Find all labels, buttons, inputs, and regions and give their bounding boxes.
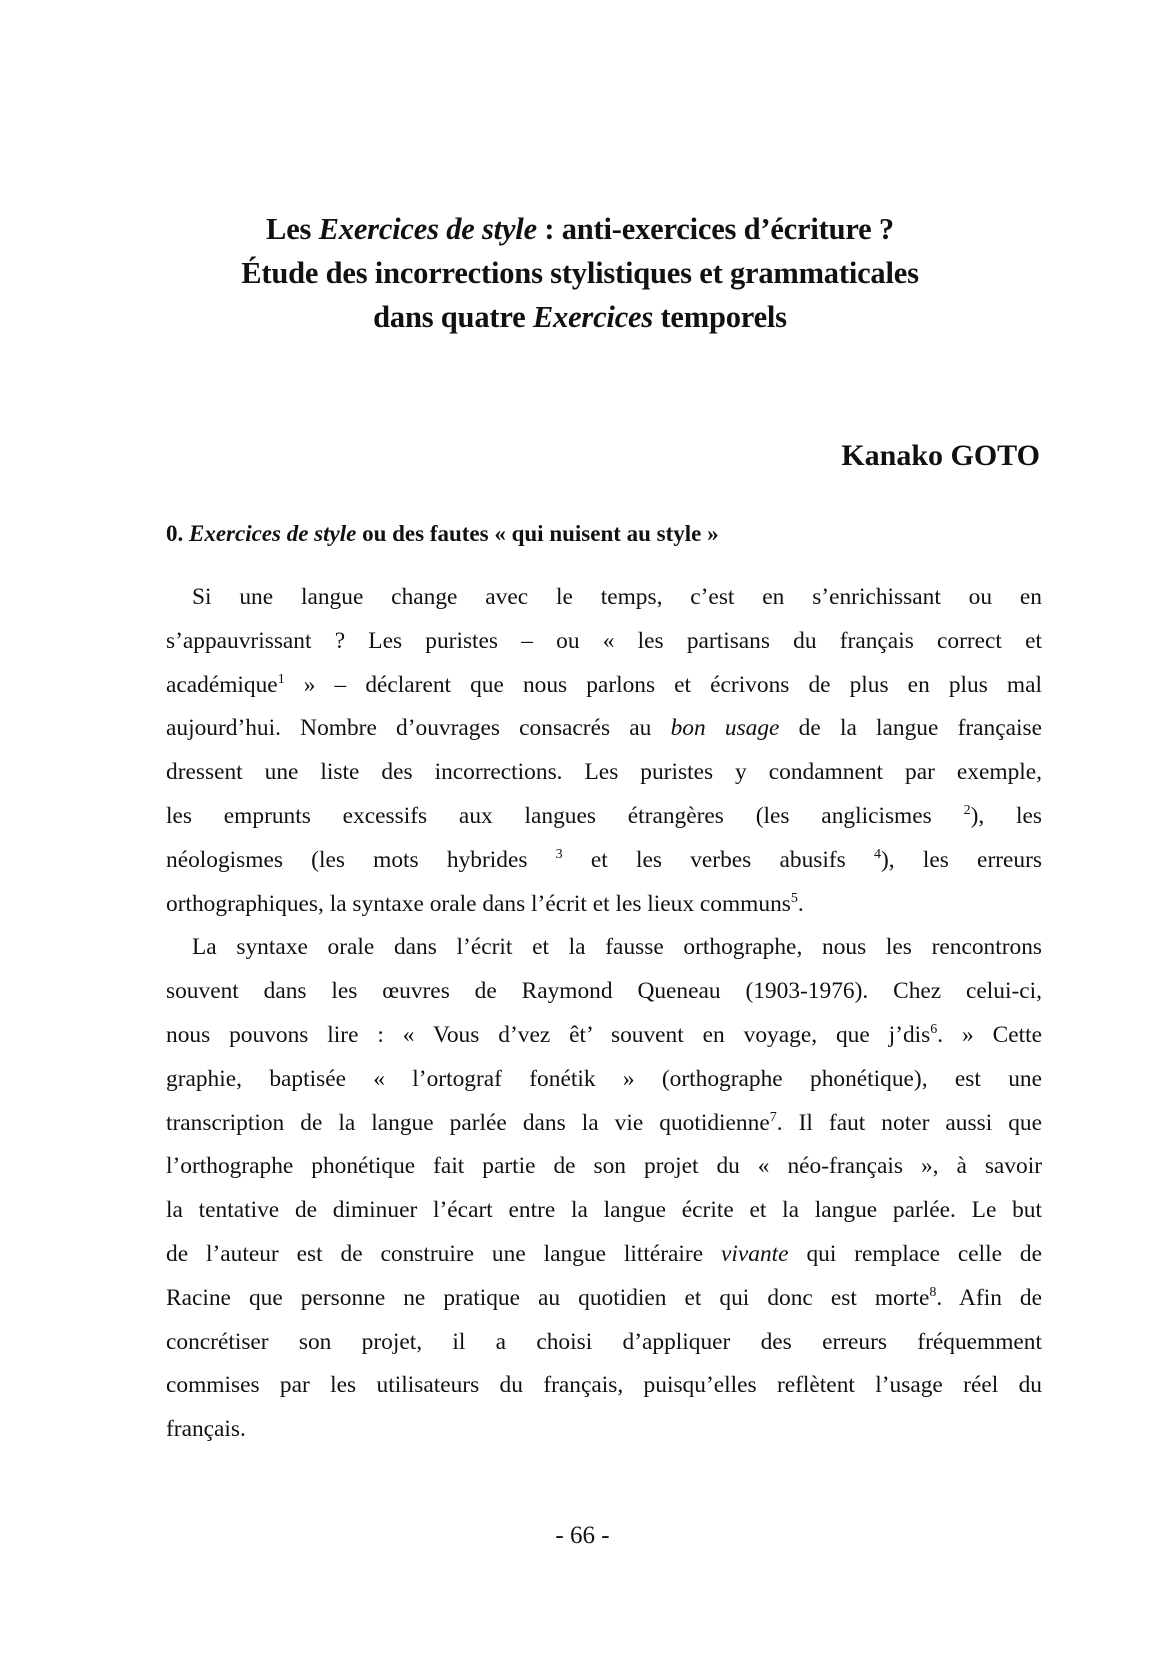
text-run: français. (166, 1416, 246, 1443)
body-text (166, 576, 1042, 1452)
text-run: académique (166, 671, 278, 698)
paragraph (166, 576, 1042, 926)
text-run: ou des fautes « qui nuisent au style » (356, 521, 719, 546)
text-run: ), les (970, 802, 1043, 829)
text-line (166, 1102, 1042, 1146)
text-run: . » Cette (937, 1021, 1042, 1048)
text-line (166, 1408, 1042, 1452)
text-line (166, 1189, 1042, 1233)
text-run: 0. (166, 521, 189, 546)
footnote-reference: 2 (963, 802, 971, 818)
text-line (166, 1321, 1042, 1365)
text-line (166, 795, 1042, 839)
italic-text: bon usage (670, 715, 780, 742)
title-line (150, 207, 1010, 251)
text-line (166, 1277, 1042, 1321)
page-number: - 66 - (555, 1522, 610, 1549)
text-line (166, 1014, 1042, 1058)
text-line (166, 620, 1042, 664)
footnote-reference: 3 (555, 846, 563, 862)
text-run: temporels (653, 300, 787, 334)
article-title (150, 207, 1010, 339)
text-run: de l’auteur est de construire une langue littéraire (166, 1240, 721, 1267)
text-run: . (797, 890, 804, 917)
text-run: dressent une liste des incorrections. Les puristes y condamnent par exemple, (166, 759, 1042, 786)
title-line (150, 295, 1010, 339)
text-run: concrétiser son projet, il a choisi d’appliquer des erreurs fréquemment (166, 1328, 1042, 1355)
title-line (150, 251, 1010, 295)
footnote-reference: 4 (873, 846, 881, 862)
text-line (166, 1058, 1042, 1102)
footnote-reference: 1 (277, 671, 285, 687)
text-run: s’appauvrissant ? Les puristes – ou « les partisans du français correct et (166, 627, 1042, 654)
text-run: Si une langue change avec le temps, c’est en s’enrichissant ou en (192, 584, 1042, 610)
footnote-reference: 5 (790, 890, 798, 906)
section-heading (166, 518, 719, 550)
text-run: néologismes (les mots hybrides (166, 846, 556, 873)
text-run: . Afin de (936, 1284, 1042, 1311)
text-line (166, 970, 1042, 1014)
italic-text: Exercices de style (318, 212, 537, 246)
text-line (166, 707, 1042, 751)
text-run: Racine que personne ne pratique au quotidien et qui donc est morte (166, 1284, 930, 1311)
text-run: dans quatre (373, 300, 533, 334)
text-line (166, 1145, 1042, 1189)
text-line (166, 751, 1042, 795)
text-run: . Il faut noter aussi que (776, 1109, 1042, 1136)
text-run: Les (266, 212, 319, 246)
text-line (166, 1233, 1042, 1277)
paragraph (166, 926, 1042, 1452)
text-run: aujourd’hui. Nombre d’ouvrages consacrés au (166, 715, 671, 742)
italic-text: Exercices (532, 300, 654, 334)
text-run: Étude des incorrections stylistiques et grammaticales (241, 256, 919, 290)
text-run: les emprunts excessifs aux langues étrangères (les anglicismes (166, 802, 964, 829)
text-run: et les verbes abusifs (562, 846, 874, 873)
text-run: de la langue française (779, 715, 1042, 742)
text-line (166, 576, 1042, 620)
text-run: souvent dans les œuvres de Raymond Queneau (1903-1976). Chez celui-ci, (166, 978, 1042, 1005)
text-run: orthographiques, la syntaxe orale dans l’écrit et les lieux communs (166, 890, 791, 917)
text-line (166, 664, 1042, 708)
text-line (166, 883, 1042, 927)
text-run: la tentative de diminuer l’écart entre la langue écrite et la langue parlée. Le but (166, 1197, 1042, 1224)
text-run: La syntaxe orale dans l’écrit et la fausse orthographe, nous les rencontrons (192, 934, 1042, 961)
italic-text: Exercices de style (189, 521, 357, 546)
footnote-reference: 7 (769, 1109, 777, 1125)
text-run: l’orthographe phonétique fait partie de son projet du « néo-français », à savoir (166, 1153, 1042, 1180)
text-run: nous pouvons lire : « Vous d’vez êt’ souvent en voyage, que j’dis (166, 1021, 931, 1048)
text-run: graphie, baptisée « l’ortograf fonétik » (orthographe phonétique), est une (166, 1065, 1042, 1092)
footnote-reference: 8 (929, 1284, 937, 1300)
text-run: » – déclarent que nous parlons et écrivons de plus en plus mal (284, 671, 1042, 698)
text-run: commises par les utilisateurs du français, puisqu’elles reflètent l’usage réel du (166, 1372, 1042, 1399)
text-run: transcription de la langue parlée dans la vie quotidienne (166, 1109, 770, 1136)
text-run: ), les erreurs (880, 846, 1042, 873)
footnote-reference: 6 (930, 1021, 938, 1037)
author-name: Kanako GOTO (841, 439, 1040, 472)
text-line (166, 1364, 1042, 1408)
italic-text: vivante (721, 1240, 789, 1267)
text-run: : anti-exercices d’écriture ? (536, 212, 894, 246)
text-line (166, 839, 1042, 883)
text-line (166, 926, 1042, 970)
text-run: qui remplace celle de (788, 1240, 1042, 1267)
